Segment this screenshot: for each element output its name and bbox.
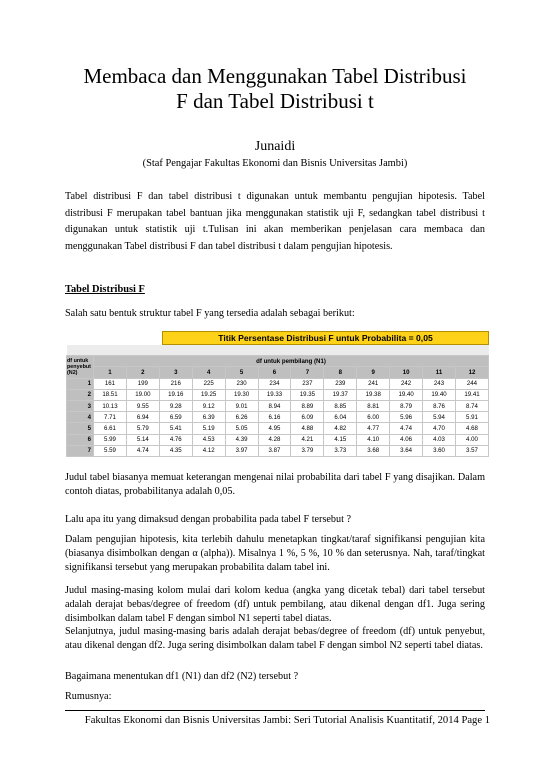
- table-cell: 19.40: [390, 389, 423, 400]
- df1-label: df untuk pembilang (N1): [94, 356, 489, 367]
- table-cell: 6.94: [126, 412, 159, 423]
- column-header: 3: [159, 367, 192, 378]
- table-cell: 6.59: [159, 412, 192, 423]
- author-affiliation: (Staf Pengajar Fakultas Ekonomi dan Bisnis Universitas Jambi): [142, 158, 408, 169]
- table-cell: 3.87: [258, 445, 291, 456]
- table-cell: 19.38: [357, 389, 390, 400]
- table-cell: 4.39: [225, 434, 258, 445]
- table-cell: 19.41: [455, 389, 488, 400]
- column-header: 1: [94, 367, 127, 378]
- table-cell: 6.16: [258, 412, 291, 423]
- table-cell: 5.59: [94, 445, 127, 456]
- table-cell: 8.81: [357, 400, 390, 411]
- table-cell: 4.53: [192, 434, 225, 445]
- footer-divider: [65, 710, 485, 711]
- table-cell: 3.60: [423, 445, 456, 456]
- table-cell: 4.70: [423, 423, 456, 434]
- table-cell: 9.01: [225, 400, 258, 411]
- question-paragraph: Lalu apa itu yang dimaksud dengan probabilita pada tabel F tersebut ?: [65, 514, 352, 525]
- table-cell: 19.35: [291, 389, 324, 400]
- table-cell: 234: [258, 378, 291, 389]
- table-row: [67, 445, 489, 456]
- column-header: 11: [423, 367, 456, 378]
- table-cell: 19.16: [159, 389, 192, 400]
- table-cell: 19.33: [258, 389, 291, 400]
- table-cell: 19.40: [423, 389, 456, 400]
- table-cell: 19.00: [126, 389, 159, 400]
- table-cell: 3.73: [324, 445, 357, 456]
- table-cell: 4.06: [390, 434, 423, 445]
- author-name: Junaidi: [254, 139, 296, 154]
- structure-paragraph: Salah satu bentuk struktur tabel F yang tersedia adalah sebagai berikut:: [65, 308, 355, 319]
- significance-paragraph: Dalam pengujian hipotesis, kita terlebih dahulu menetapkan tingkat/taraf signifikansi pengujian kita (biasanya disimbolkan dengan α (alpha)). Misalnya 1 %, 5 %, 10 % dan seterusnya. Nah, taraf/tingkat signifikansi tersebut yang merupakan probabilita dalam tabel ini.: [65, 534, 485, 573]
- table-cell: 3.79: [291, 445, 324, 456]
- table-cell: 237: [291, 378, 324, 389]
- table-cell: 4.35: [159, 445, 192, 456]
- table-spacer-row: [67, 345, 489, 356]
- row-header: 6: [67, 434, 94, 445]
- table-cell: 241: [357, 378, 390, 389]
- table-cell: 7.71: [94, 412, 127, 423]
- table-cell: 4.95: [258, 423, 291, 434]
- table-cell: 8.94: [258, 400, 291, 411]
- table-cell: 5.19: [192, 423, 225, 434]
- column-header: 4: [192, 367, 225, 378]
- table-cell: 225: [192, 378, 225, 389]
- table-cell: 8.89: [291, 400, 324, 411]
- table-cell: 4.68: [455, 423, 488, 434]
- table-cell: 243: [423, 378, 456, 389]
- table-cell: 6.00: [357, 412, 390, 423]
- column-header: 7: [291, 367, 324, 378]
- table-cell: 5.99: [94, 434, 127, 445]
- table-cell: 8.85: [324, 400, 357, 411]
- table-cell: 6.26: [225, 412, 258, 423]
- table-cell: 18.51: [94, 389, 127, 400]
- table-cell: 199: [126, 378, 159, 389]
- row-header: 5: [67, 423, 94, 434]
- columns-paragraph: Judul masing-masing kolom mulai dari kolom kedua (angka yang dicetak tebal) dari tabel tersebut adalah derajat bebas/degree of freedom (df) untuk pembilang, atau dikenal dengan df1. Juga sering disimbolkan dalam tabel F dengan simbol N1 seperti tabel diatas.: [65, 585, 485, 624]
- table-cell: 6.09: [291, 412, 324, 423]
- table-cell: 5.14: [126, 434, 159, 445]
- table-cell: 6.04: [324, 412, 357, 423]
- table-cell: 10.13: [94, 400, 127, 411]
- row-header: 1: [67, 378, 94, 389]
- table-cell: 19.30: [225, 389, 258, 400]
- table-cell: 5.05: [225, 423, 258, 434]
- table-cell: 4.74: [126, 445, 159, 456]
- table-cell: 244: [455, 378, 488, 389]
- table-cell: 5.94: [423, 412, 456, 423]
- intro-paragraph: Tabel distribusi F dan tabel distribusi t digunakan untuk membantu pengujian hipotesis. Tabel distribusi F merupakan tabel bantuan jika menggunakan statistik uji F, sedangkan tabel distribusi t digunakan untuk statistik uji t.Tulisan ini akan memberikan penjelasan cara membaca dan menggunakan Tabel distribusi F dan tabel distribusi t dalam pengujian hipotesis.: [65, 191, 485, 252]
- table-row: [67, 434, 489, 445]
- table-cell: 5.41: [159, 423, 192, 434]
- table-row: [67, 412, 489, 423]
- column-header: 12: [455, 367, 488, 378]
- table-cell: 4.74: [390, 423, 423, 434]
- table-cell: 4.12: [192, 445, 225, 456]
- column-header: 2: [126, 367, 159, 378]
- table-row: [67, 378, 489, 389]
- table-cell: 19.37: [324, 389, 357, 400]
- page-footer: Fakultas Ekonomi dan Bisnis Universitas Jambi: Seri Tutorial Analisis Kuantitatif, 2014 Page 1: [84, 715, 490, 726]
- formula-paragraph: Rumusnya:: [65, 691, 112, 702]
- table-cell: 5.79: [126, 423, 159, 434]
- column-header: 10: [390, 367, 423, 378]
- table-cell: 4.77: [357, 423, 390, 434]
- document-title: [40, 64, 510, 114]
- column-header: 8: [324, 367, 357, 378]
- column-header-row: [67, 367, 489, 378]
- table-title-paragraph: Judul tabel biasanya memuat keterangan mengenai nilai probabilita dari tabel F yang disajikan. Dalam contoh diatas, probabilitanya adalah 0,05.: [65, 472, 485, 497]
- table-cell: 3.64: [390, 445, 423, 456]
- table-cell: 5.91: [455, 412, 488, 423]
- table-cell: 3.68: [357, 445, 390, 456]
- table-row: [67, 423, 489, 434]
- table-cell: 4.21: [291, 434, 324, 445]
- df2-label: df untuk penyebut (N2): [67, 356, 94, 378]
- table-cell: 4.15: [324, 434, 357, 445]
- table-cell: 9.12: [192, 400, 225, 411]
- table-cell: 8.76: [423, 400, 456, 411]
- column-header: 5: [225, 367, 258, 378]
- table-cell: 6.61: [94, 423, 127, 434]
- table-cell: 4.82: [324, 423, 357, 434]
- table-cell: 6.39: [192, 412, 225, 423]
- table-cell: 161: [94, 378, 127, 389]
- table-cell: 9.55: [126, 400, 159, 411]
- table-cell: 8.79: [390, 400, 423, 411]
- table-corner-cell: [67, 345, 94, 356]
- how-paragraph: Bagaimana menentukan df1 (N1) dan df2 (N2) tersebut ?: [65, 671, 299, 682]
- row-header: 4: [67, 412, 94, 423]
- rows-paragraph: Selanjutnya, judul masing-masing baris adalah derajat bebas/degree of freedom (df) untuk penyebut, atau dikenal dengan df2. Juga sering disimbolkan dalam tabel F dengan simbol N2 seperti tabel diatas.: [65, 626, 485, 651]
- f-distribution-table: [66, 345, 489, 457]
- column-header: 9: [357, 367, 390, 378]
- f-table-image: [66, 329, 489, 457]
- table-top-band: [94, 345, 489, 356]
- row-header: 3: [67, 400, 94, 411]
- table-cell: 9.28: [159, 400, 192, 411]
- title-line-1: Membaca dan Menggunakan Tabel Distribusi: [83, 64, 467, 88]
- table-cell: 230: [225, 378, 258, 389]
- table-cell: 4.10: [357, 434, 390, 445]
- table-cell: 4.76: [159, 434, 192, 445]
- table-row: [67, 400, 489, 411]
- table-cell: 4.00: [455, 434, 488, 445]
- table-cell: 3.57: [455, 445, 488, 456]
- table-cell: 19.25: [192, 389, 225, 400]
- row-header: 7: [67, 445, 94, 456]
- row-header: 2: [67, 389, 94, 400]
- table-cell: 5.96: [390, 412, 423, 423]
- table-row: [67, 389, 489, 400]
- table-cell: 4.88: [291, 423, 324, 434]
- table-cell: 239: [324, 378, 357, 389]
- table-cell: 4.03: [423, 434, 456, 445]
- df1-label-row: [67, 356, 489, 367]
- table-cell: 242: [390, 378, 423, 389]
- table-cell: 8.74: [455, 400, 488, 411]
- section-heading: Tabel Distribusi F: [65, 284, 145, 295]
- table-cell: 3.97: [225, 445, 258, 456]
- table-cell: 4.28: [258, 434, 291, 445]
- f-table-title: Titik Persentase Distribusi F untuk Probabilita = 0,05: [162, 331, 489, 345]
- column-header: 6: [258, 367, 291, 378]
- table-cell: 216: [159, 378, 192, 389]
- title-line-2: F dan Tabel Distribusi t: [176, 89, 374, 113]
